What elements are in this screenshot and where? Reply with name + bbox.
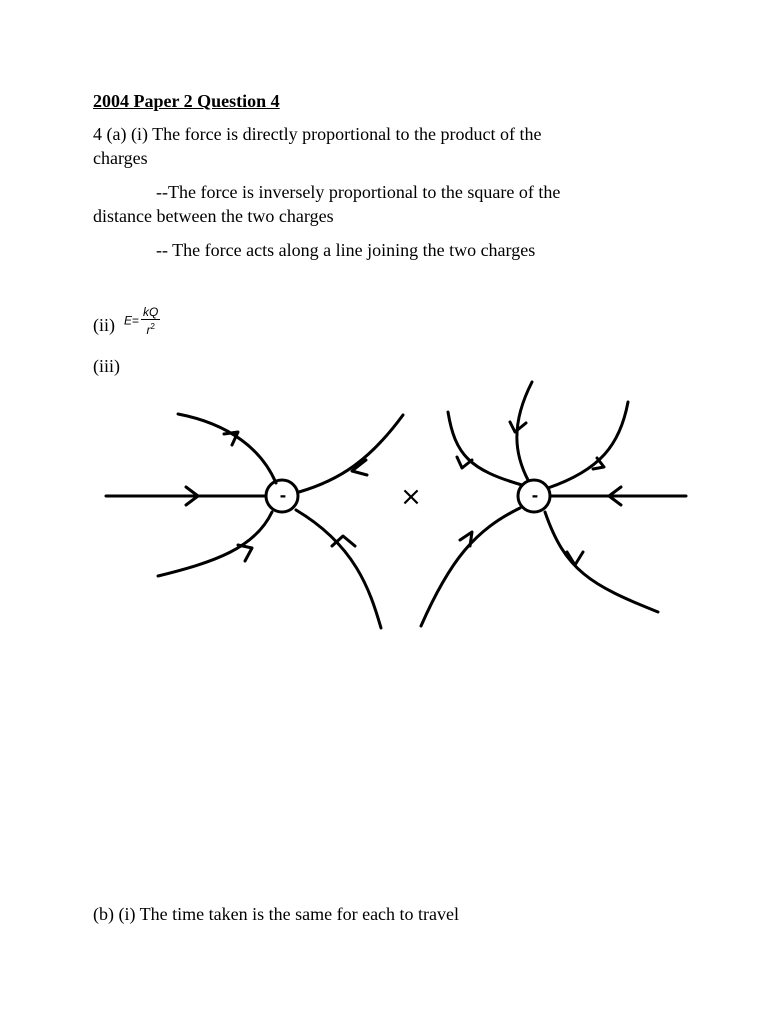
part-a-i-line1: 4 (a) (i) The force is directly proportional to the product of the — [93, 124, 542, 144]
arrow-right-lower-right — [567, 552, 583, 565]
arrow-right-lower-left — [460, 532, 472, 546]
right-upper-middle-field-line — [517, 382, 532, 480]
neutral-point-mark: × — [400, 482, 422, 512]
formula-exponent: 2 — [150, 322, 155, 331]
right-charge-sign: - — [531, 486, 539, 505]
part-a-i-line2: charges — [93, 148, 148, 168]
point3-line: -- The force acts along a line joining the two charges — [156, 240, 536, 260]
formula-lhs: E — [124, 313, 133, 328]
part-a-iii-label: (iii) — [93, 356, 120, 376]
left-lower-left-field-line — [158, 512, 272, 576]
left-upper-right-field-line — [299, 415, 403, 492]
arrow-left-upper-curve — [224, 432, 238, 445]
left-upper-curve-field-line — [178, 414, 276, 483]
left-charge-sign: - — [279, 486, 287, 505]
point2-line1: --The force is inversely proportional to the square of the — [156, 182, 561, 202]
formula-numerator: kQ — [143, 305, 159, 319]
left-lower-right-field-line — [296, 510, 381, 628]
point2-line2: distance between the two charges — [93, 206, 334, 226]
part-a-ii-label: (ii) — [93, 315, 115, 335]
right-upper-right-field-line — [548, 402, 628, 488]
right-lower-right-field-line — [545, 512, 658, 612]
question-title: 2004 Paper 2 Question 4 — [93, 91, 280, 111]
formula-equals: = — [132, 313, 140, 328]
arrow-left-lower-right — [332, 536, 355, 546]
formula-denominator-base: r — [146, 323, 151, 337]
right-lower-left-field-line — [421, 508, 520, 626]
part-b-i-line: (b) (i) The time taken is the same for each to travel — [93, 904, 460, 924]
